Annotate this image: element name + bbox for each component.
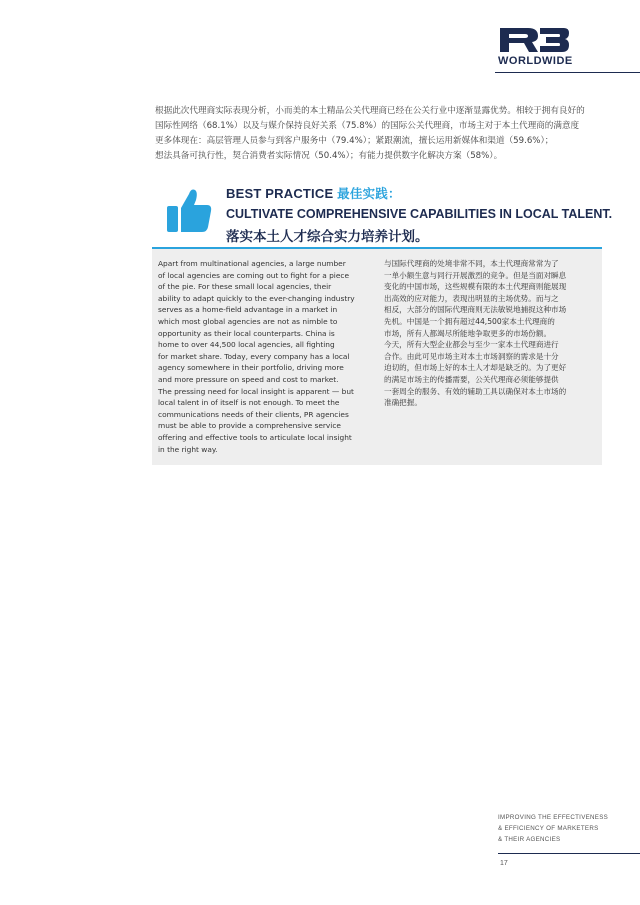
chinese-line: 准确把握。	[384, 398, 422, 408]
chinese-column	[384, 258, 599, 409]
chinese-line: 合作。由此可见市场主对本土市场洞察的需求是十分	[384, 351, 559, 361]
chinese-line: 出高效的应对能力，表现出明显的主场优势。而与之	[384, 293, 559, 303]
best-practice-title-zh: 落实本土人才综合实力培养计划。	[226, 229, 429, 245]
chinese-line: 变化的中国市场，这些规模有限的本土代理商则能展现	[384, 282, 567, 292]
english-line: The pressing need for local insight is apparent — but	[158, 386, 354, 396]
footer-line: & EFFICIENCY OF MARKETERS	[498, 825, 599, 832]
english-line: home to over 44,500 local agencies, all fighting	[158, 340, 335, 350]
english-line: of the pie. For these small local agencies, their	[158, 282, 332, 292]
best-practice-label-en: BEST PRACTICE	[226, 186, 334, 201]
english-line: for market share. Today, every company has a local	[158, 351, 350, 361]
footer-rule	[498, 853, 640, 854]
header-rule	[495, 72, 640, 73]
english-column	[158, 258, 378, 455]
english-line: communications needs of their clients, PR agencies	[158, 409, 349, 419]
footer-line: IMPROVING THE EFFECTIVENESS	[498, 814, 609, 821]
chinese-line: 的满足市场主的传播需要，公关代理商必须能够提供	[384, 374, 559, 384]
footer-tagline	[498, 812, 633, 845]
chinese-line: 先机。中国是一个拥有超过44,500家本土代理商的	[384, 316, 555, 326]
english-line: must be able to provide a comprehensive service	[158, 421, 341, 431]
english-line: which most global agencies are not as nimble to	[158, 316, 338, 326]
page-number: 17	[500, 860, 508, 867]
english-line: local talent in of itself is not enough. To meet the	[158, 398, 340, 408]
english-line: offering and effective tools to articulate local insight	[158, 432, 352, 442]
english-line: of local agencies are coming out to fight for a piece	[158, 270, 350, 280]
r3-logo	[498, 26, 618, 72]
logo-wordmark: WORLDWIDE	[498, 55, 573, 67]
chinese-line: 迫切的，但市场上好的本土人才却是缺乏的。为了更好	[384, 363, 567, 373]
english-line: ability to adapt quickly to the ever-changing industry	[158, 293, 355, 303]
chinese-line: 一套周全的服务、有效的辅助工具以确保对本土市场的	[384, 386, 567, 396]
intro-paragraph	[155, 104, 595, 164]
r3-logo-mark	[498, 26, 570, 54]
intro-line: 想法具备可执行性，契合消费者实际情况（50.4%）；有能力提供数字化解决方案（58%）。	[155, 151, 503, 161]
english-line: opportunity as their local counterparts. China is	[158, 328, 335, 338]
chinese-line: 市场，所有人都竭尽所能地争取更多的市场份额。	[384, 328, 552, 338]
intro-line: 国际性网络（68.1%）以及与媒介保持良好关系（75.8%）的国际公关代理商，市场主对于本土代理商的满意度	[155, 121, 580, 131]
chinese-line: 相反，大部分的国际代理商则无法敏锐地捕捉这种市场	[384, 305, 567, 315]
intro-line: 根据此次代理商实际表现分析，小而美的本土精品公关代理商已经在公关行业中逐渐显露优势。相较于拥有良好的	[155, 106, 585, 116]
english-line: Apart from multinational agencies, a large number	[158, 259, 346, 268]
best-practice-title-en: CULTIVATE COMPREHENSIVE CAPABILITIES IN LOCAL TALENT.	[226, 207, 613, 221]
intro-line: 更多体现在：高层管理人员参与到客户服务中（79.4%）；紧跟潮流，擅长运用新媒体和渠道（59.6%）；	[155, 136, 554, 146]
chinese-line: 今天，所有大型企业都会与至少一家本土代理商进行	[384, 340, 559, 350]
chinese-line: 一单小额生意与同行开展激烈的竞争。但是当面对瞬息	[384, 270, 567, 280]
thumbs-up-icon	[163, 184, 215, 236]
best-practice-heading	[226, 184, 613, 245]
best-practice-label-zh: 最佳实践：	[337, 186, 401, 201]
english-line: agency somewhere in their portfolio, driving more	[158, 363, 344, 373]
english-line: in the right way.	[158, 444, 218, 454]
english-line: serves as a home-field advantage in a market in	[158, 305, 338, 315]
english-line: and more pressure on speed and cost to market.	[158, 374, 339, 384]
chinese-line: 与国际代理商的处境非常不同，本土代理商常常为了	[384, 259, 559, 268]
best-practice-label	[226, 184, 586, 202]
footer-line: & THEIR AGENCIES	[498, 836, 561, 843]
